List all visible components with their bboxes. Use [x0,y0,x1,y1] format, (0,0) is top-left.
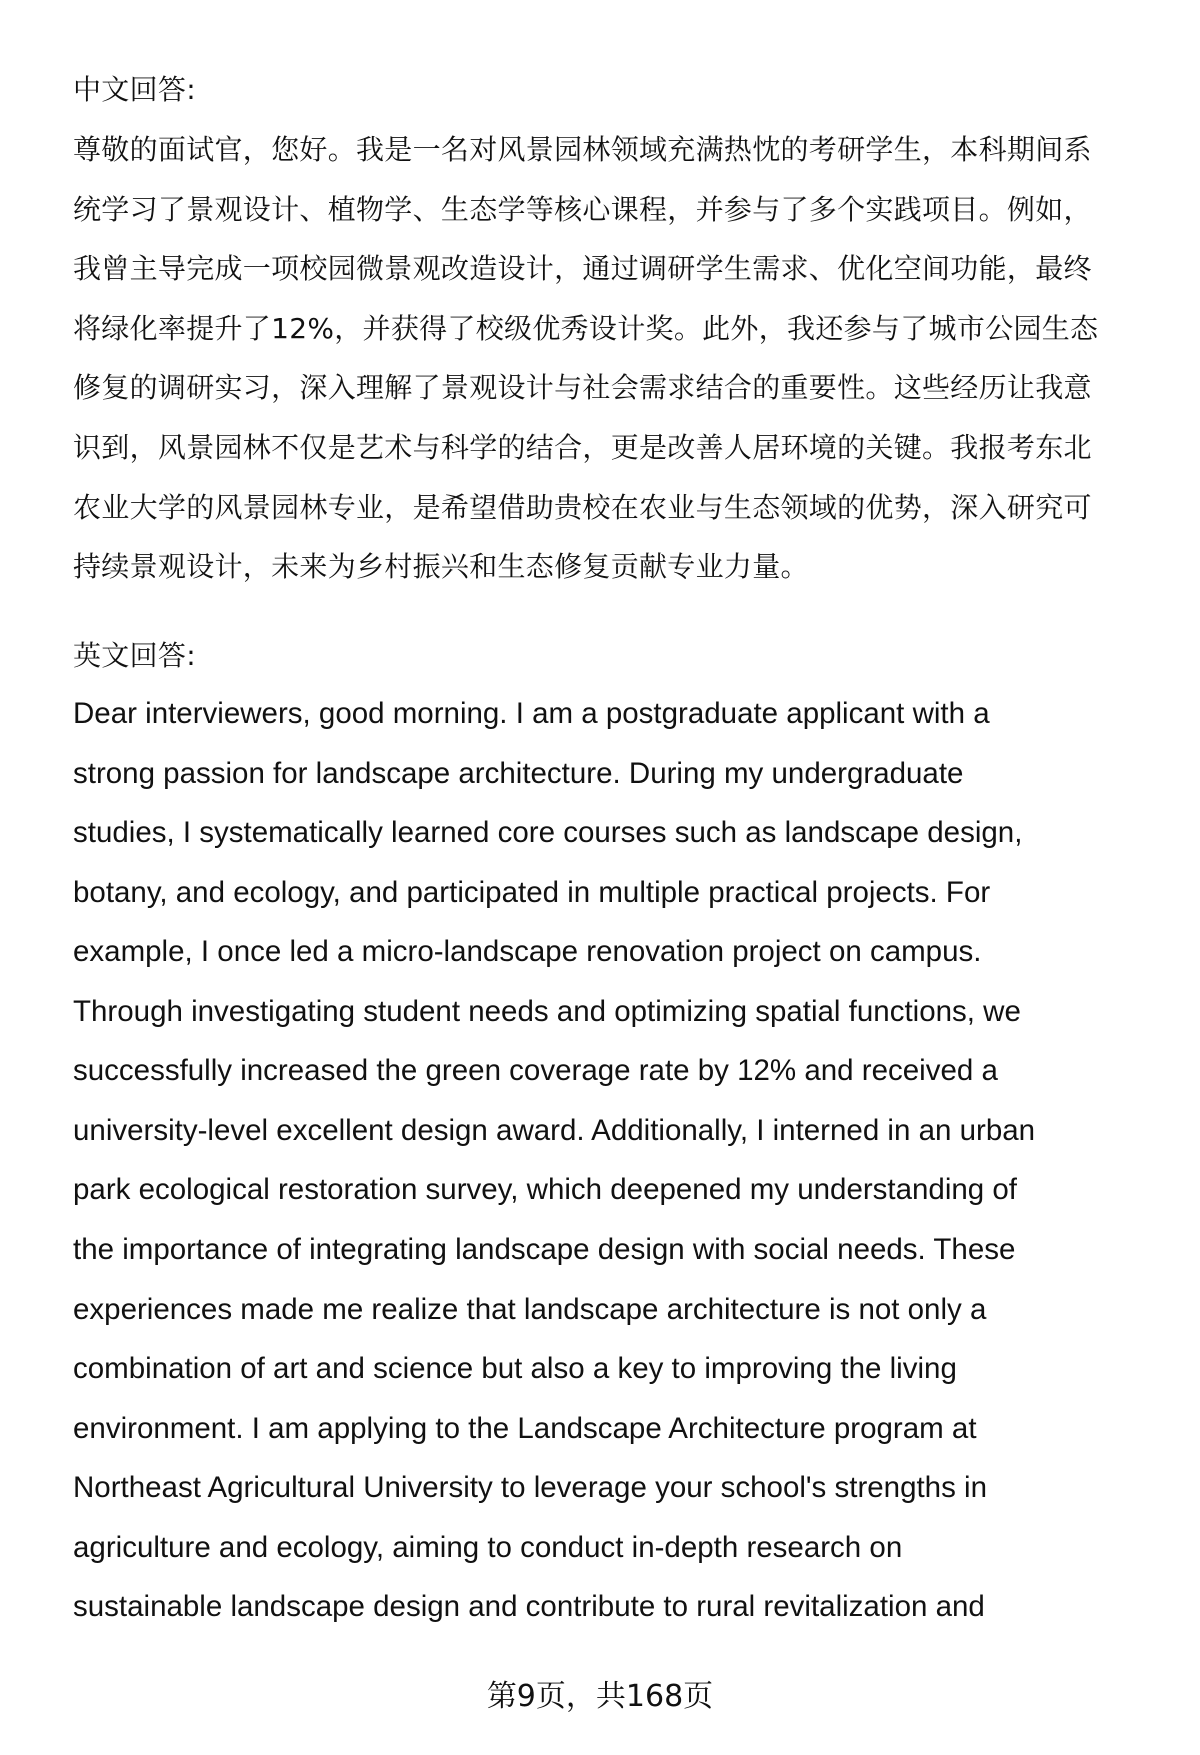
english-text-line: agriculture and ecology, aiming to conduct in-depth research on [73,1530,903,1564]
chinese-text-line: 识到，风景园林不仅是艺术与科学的结合，更是改善人居环境的关键。我报考东北 [73,431,1092,464]
english-text-line: Through investigating student needs and optimizing spatial functions, we [73,994,1021,1028]
chinese-text-line: 统学习了景观设计、植物学、生态学等核心课程，并参与了多个实践项目。例如， [73,192,1092,226]
chinese-text-line: 我曾主导完成一项校园微景观改造设计，通过调研学生需求、优化空间功能，最终 [73,252,1092,286]
chinese-answer-heading: 中文回答: [73,73,196,106]
english-text-line: combination of art and science but also a key to improving the living [73,1352,957,1386]
english-text-line: successfully increased the green coverage rate by 12% and received a [73,1054,998,1088]
page-number: 第9页，共168页 [486,1679,714,1714]
english-text-line: Dear interviewers, good morning. I am a postgraduate applicant with a [73,697,990,730]
chinese-text-line: 农业大学的风景园林专业，是希望借助贵校在农业与生态领域的优势，深入研究可 [73,490,1092,524]
chinese-text-line: 持续景观设计，未来为乡村振兴和生态修复贡献专业力量。 [73,550,809,584]
english-text-line: example, I once led a micro-landscape renovation project on campus. [73,935,982,969]
english-text-line: environment. I am applying to the Landscape Architecture program at [73,1411,977,1445]
english-text-line: sustainable landscape design and contribute to rural revitalization and [73,1590,985,1624]
chinese-text-line: 将绿化率提升了12%，并获得了校级优秀设计奖。此外，我还参与了城市公园生态 [73,311,1099,345]
chinese-text-line: 修复的调研实习，深入理解了景观设计与社会需求结合的重要性。这些经历让我意 [73,371,1092,405]
english-text-line: the importance of integrating landscape design with social needs. These [73,1232,1016,1266]
english-text-line: Northeast Agricultural University to leverage your school's strengths in [73,1471,987,1505]
english-text-line: experiences made me realize that landscape architecture is not only a [73,1292,987,1326]
english-text-line: strong passion for landscape architecture. During my undergraduate [73,756,964,790]
english-answer-heading: 英文回答: [73,639,196,672]
english-text-line: park ecological restoration survey, which deepened my understanding of [73,1173,1017,1207]
english-text-line: studies, I systematically learned core courses such as landscape design, [73,816,1023,850]
english-text-line: botany, and ecology, and participated in multiple practical projects. For [73,875,991,909]
english-text-line: university-level excellent design award. Additionally, I interned in an urban [73,1113,1036,1147]
chinese-text-line: 尊敬的面试官，您好。我是一名对风景园林领域充满热忱的考研学生，本科期间系 [73,133,1092,166]
